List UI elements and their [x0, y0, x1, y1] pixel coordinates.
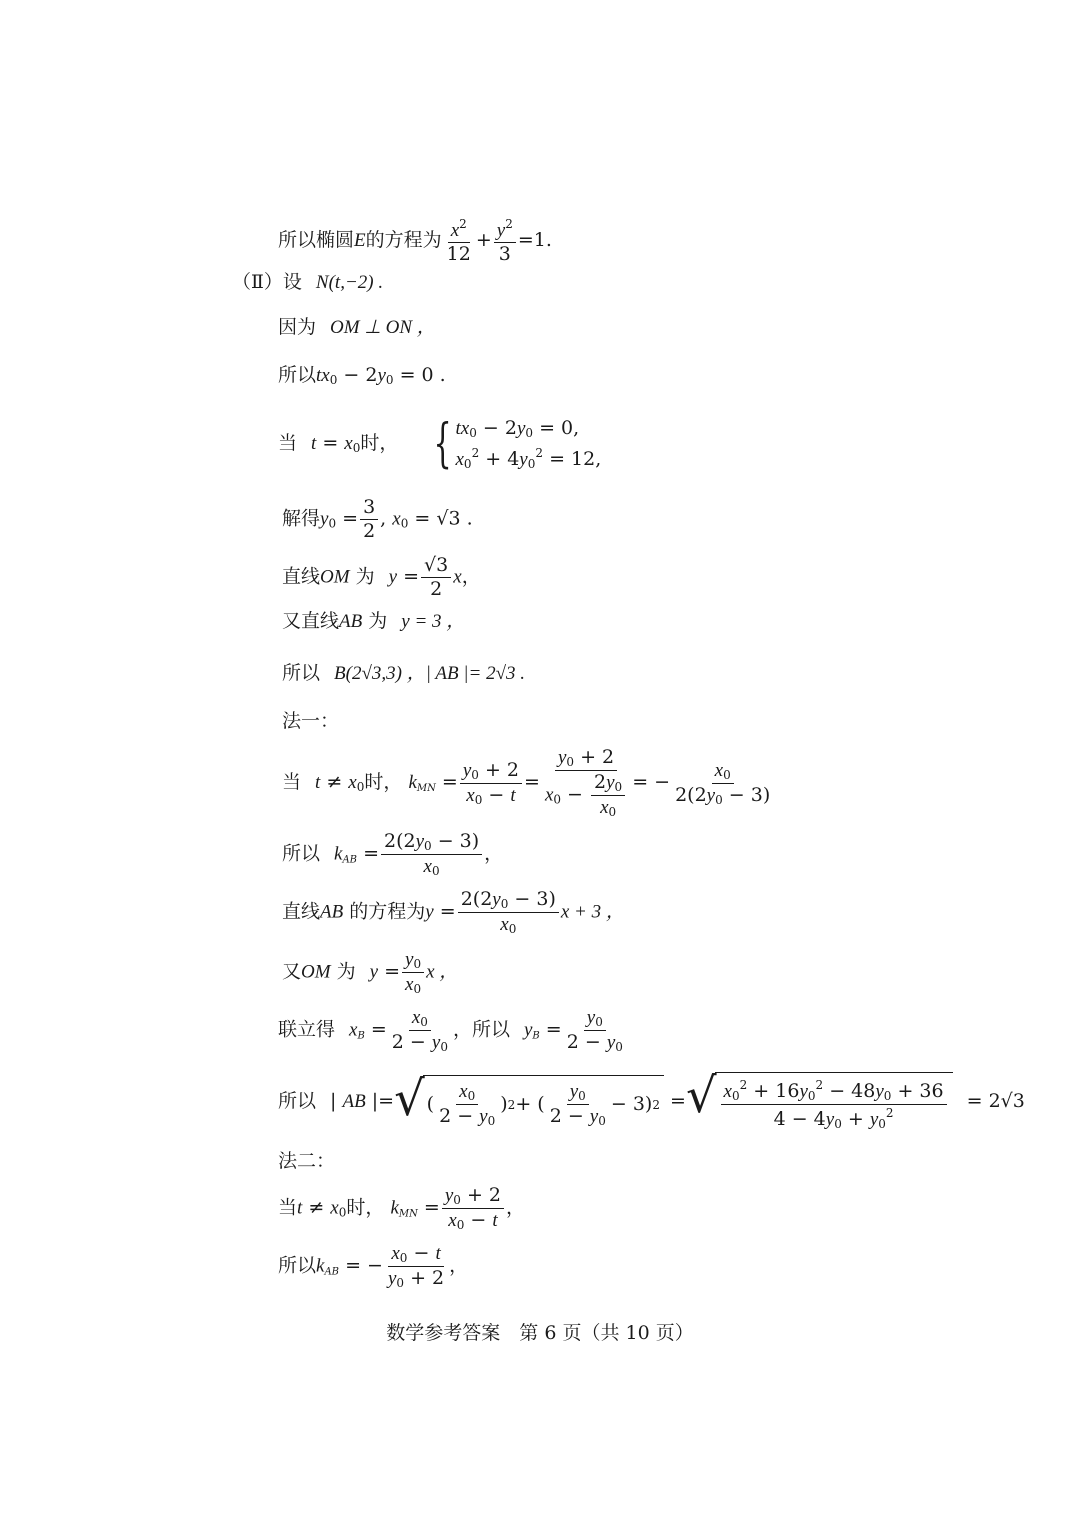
text: 的方程为: [365, 229, 442, 251]
text: 解得: [282, 507, 321, 530]
line-kab: 所以 $k_{AB}$ = $\frac{2(2y_0 - 3)}{x_0}$ ，: [282, 830, 504, 878]
line-om: 直线OM 为 y = $\frac{√3}{2}$ x，: [282, 554, 481, 600]
line-kmn-2: 当$t \ne x_0$时， $k_{MN}$ = $\frac{y_0 + 2}{x_0 - t}$ ，: [278, 1184, 526, 1232]
expr: = √3 .: [414, 507, 473, 530]
part-label: （Ⅱ）设: [232, 271, 302, 293]
line-b-point: 所以 B(2√3,3) ，| AB |= 2√3 .: [282, 662, 526, 684]
text: 时，: [360, 432, 399, 454]
var-E: E: [354, 230, 366, 251]
line-part-two: [232, 273, 383, 292]
frac-y2-3: $\frac{y^2}{3}$: [494, 218, 516, 264]
equation-system: $tx_0 - 2y_0 = 0$, $x_0^2 + 4y_0^2 = 12$,: [455, 416, 602, 471]
expr: = 0 .: [399, 364, 446, 386]
page-footer: 数学参考答案 第 6 页（共 10 页）: [386, 1322, 694, 1344]
line-ab: 又直线AB 为 y = 3 ，: [282, 610, 466, 632]
line-ab-equation: 直线AB 的方程为y = $\frac{2(2y_0 - 3)}{x_0}$ x + 3 ，: [282, 888, 625, 936]
heading-method-two: 法二：: [278, 1150, 336, 1172]
line-perpendicular: [278, 318, 436, 337]
line-xb-yb: 联立得 $x_B$ = $\frac{x_0}{2 - y_0}$ ，所以 $y_B$ = $\frac{y_0}{2 - y_0}$: [278, 1007, 623, 1054]
line-kmn: 当 $t \ne x_0$时， $k_{MN}$ = $\frac{y_0 + 2}{x_0 - t}$ = $y_0 + 2$ $x_0$ − $\frac{2y_0}{x_0}$ = − $\frac{x_0}{2(2y_0 - 3)}$: [282, 746, 771, 819]
expr: N(t,−2) .: [315, 272, 384, 293]
line-ab-length: 所以 | AB |= √ ( $\frac{x_0}{2 - y_0}$ ) 2 + ( $\frac{y_0}{2 - y_0}$ − 3) 2 = √ $\frac{x_0^2 + 16y_0^2 - 48y_0 + 36}{4 - 4y_0 + y_0^2}$ = 2√3: [278, 1068, 1025, 1131]
line-tx0: 所以$tx_0 - 2y_0 = 0$ .: [278, 364, 446, 387]
text: 所以椭圆: [278, 229, 355, 251]
line-system: 当 $t = x_0$时， { $tx_0 - 2y_0 = 0$, $x_0^2 + 4y_0^2 = 12$,: [278, 414, 602, 474]
expr: OM ⊥ ON ，: [330, 317, 436, 338]
line-kab-2: 所以$k_{AB}$ = − $\frac{x_0 - t}{y_0 + 2}$ ，: [278, 1242, 469, 1290]
heading-method-one: 法一：: [282, 710, 340, 732]
brace: {: [433, 414, 453, 474]
text: 当: [278, 432, 298, 454]
text: .: [545, 229, 552, 251]
line-ellipse-equation: 所以椭圆E的方程为 $\frac{x^2}{12}$ + $\frac{y^2}{3}$ =1.: [278, 217, 552, 265]
text: 因为: [278, 316, 317, 338]
frac-x2-12: $\frac{x^2}{12}$: [446, 217, 471, 265]
text: 所以: [278, 364, 317, 386]
line-solve: 解得$y_0$ = $\frac{3}{2}$ , $x_0 = √3$ .: [282, 496, 473, 542]
line-om-equation: 又OM 为 y = $\frac{y_0}{x_0}$ x ，: [282, 949, 459, 996]
